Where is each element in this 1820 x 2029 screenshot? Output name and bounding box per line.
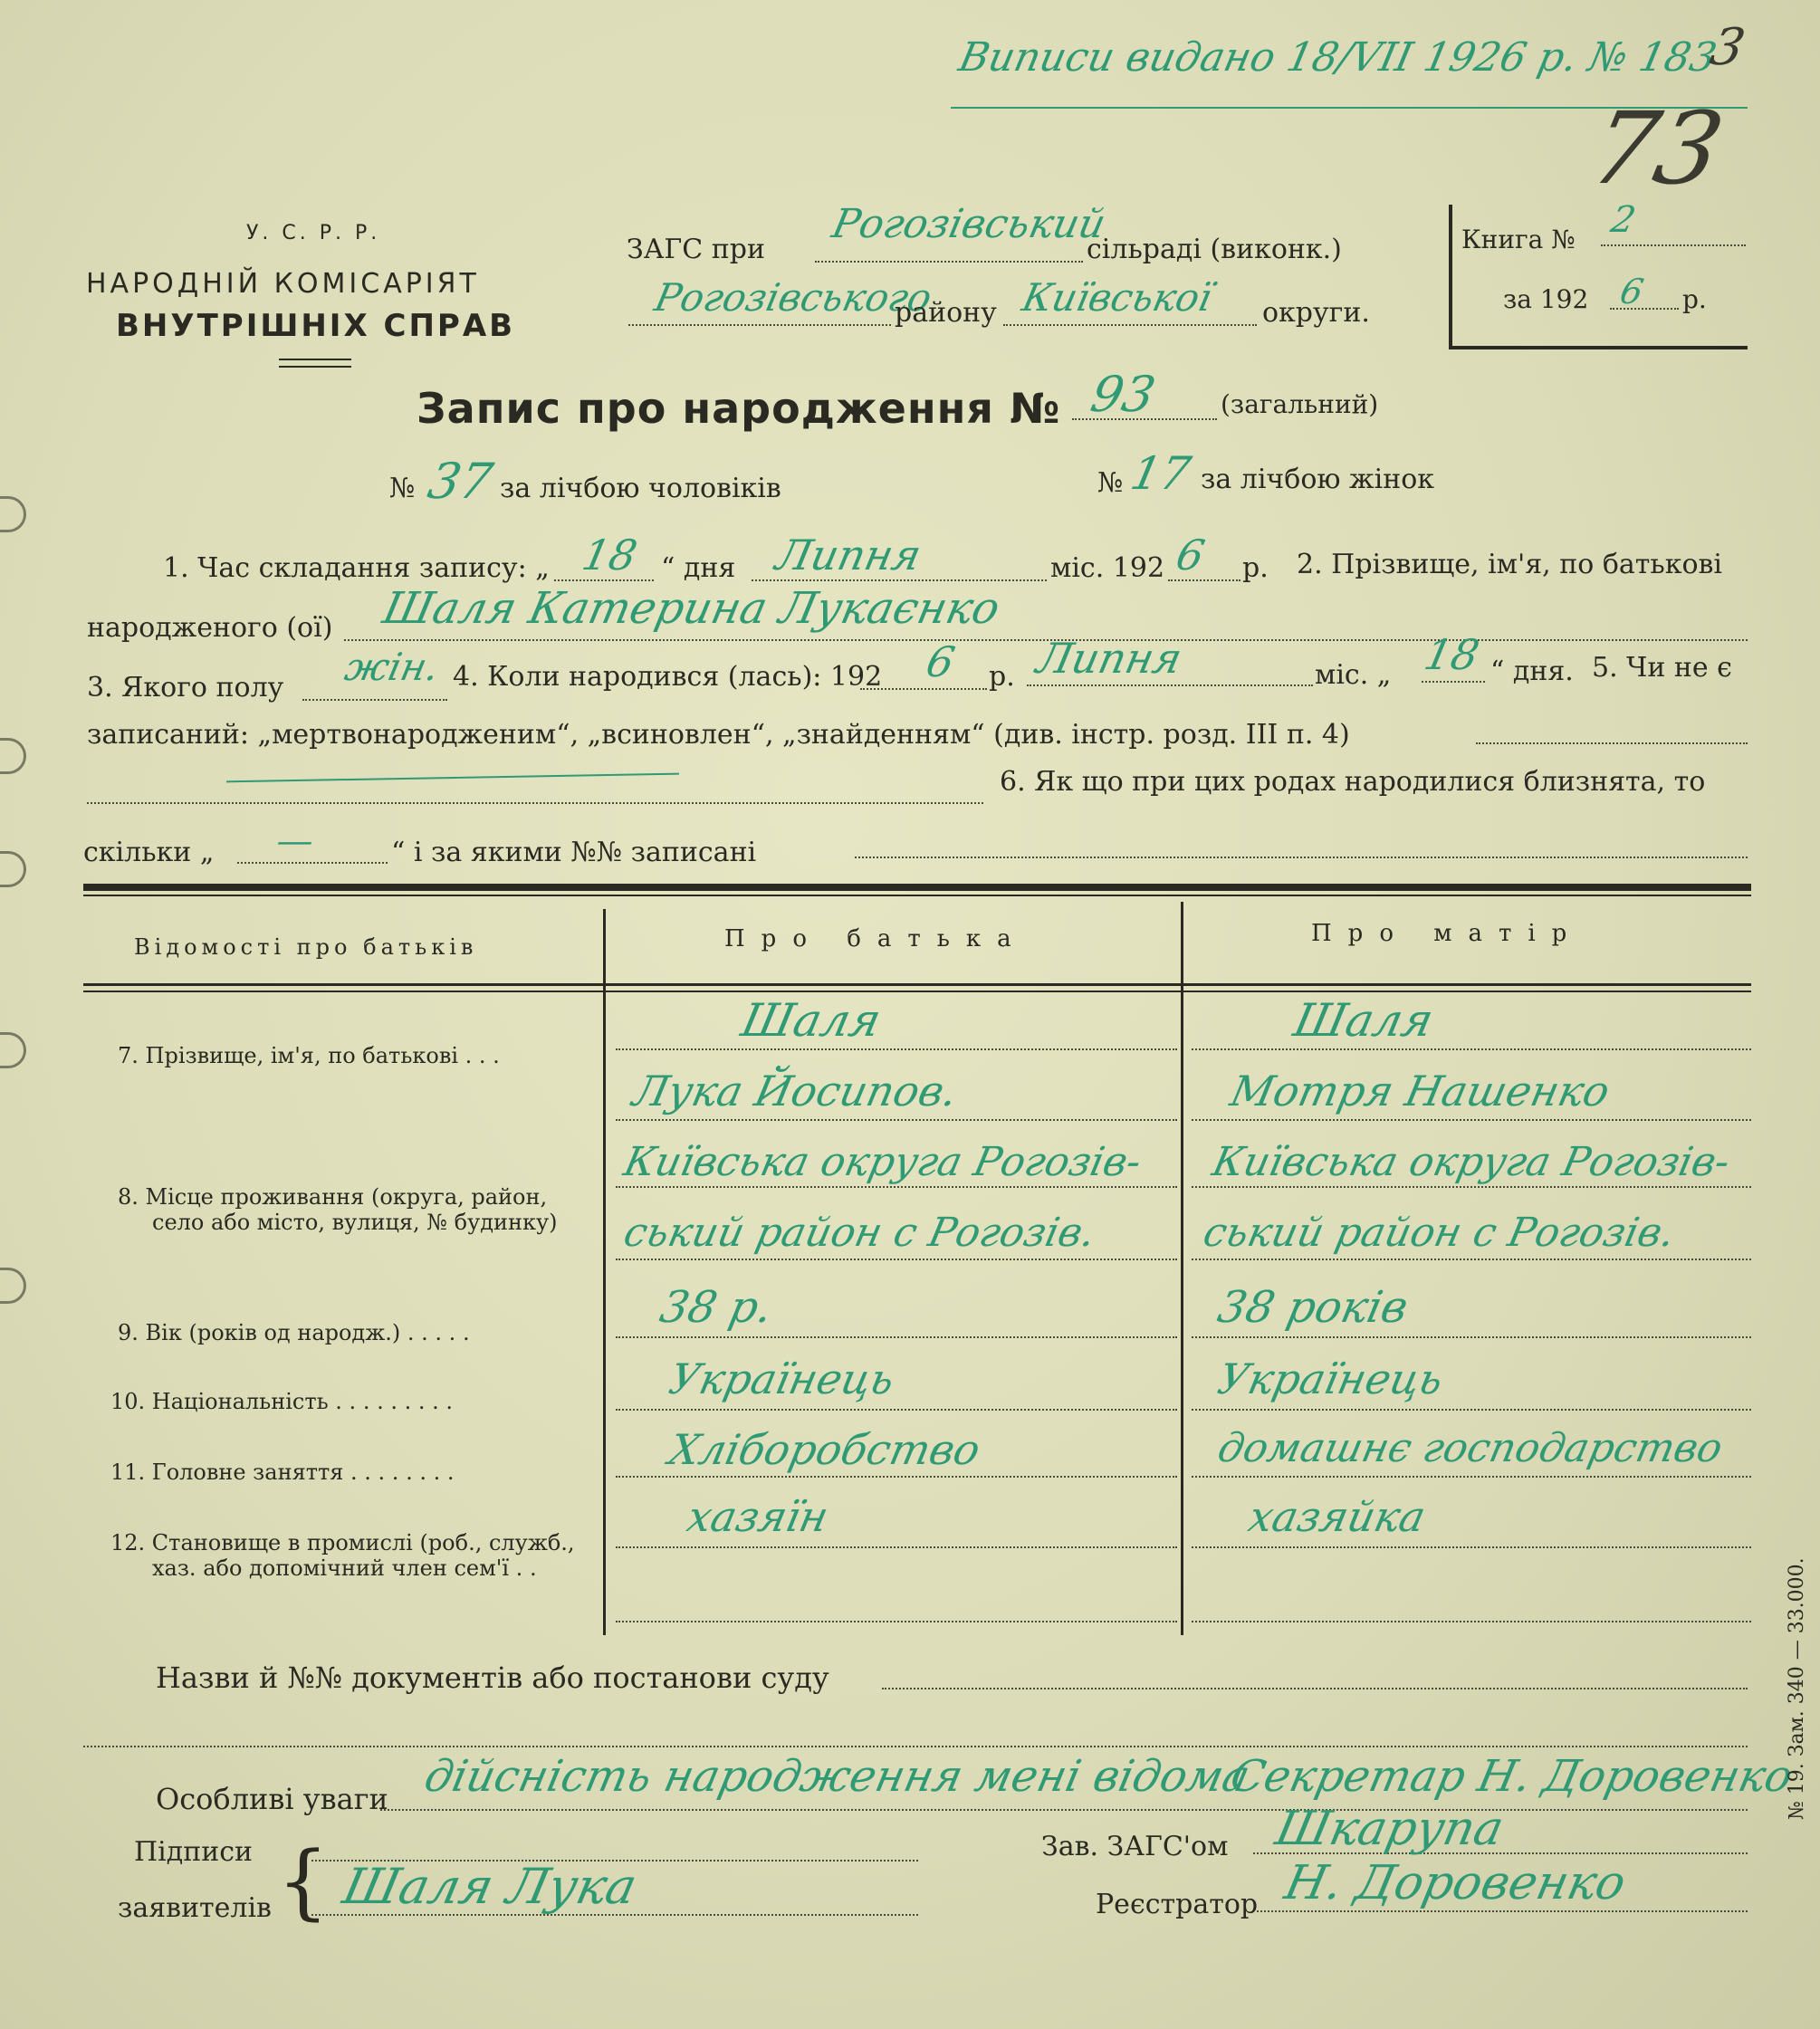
applicant-signature: Шаля Лука xyxy=(338,1858,642,1915)
district-line xyxy=(628,324,891,326)
field-6-count: — xyxy=(273,820,318,862)
mother-name: Мотря Нашенко xyxy=(1226,1067,1614,1115)
book-label: Книга № xyxy=(1461,225,1576,254)
documents-line-2 xyxy=(83,1746,1748,1747)
row-8-label-a: 8. Місце проживання (округа, район, xyxy=(118,1184,548,1210)
field-1-year-suffix: р. xyxy=(1242,552,1269,584)
row-line xyxy=(616,1259,1177,1260)
field-3-line xyxy=(302,699,447,701)
republic-label: У. С. Р. Р. xyxy=(246,222,381,244)
header-rule xyxy=(279,366,351,368)
row-11-label: 11. Головне заняття . . . . . . . . xyxy=(110,1460,455,1485)
notes-line xyxy=(380,1809,1748,1811)
table-top-rule-2 xyxy=(83,895,1751,896)
field-2-label-2: народженого (ої) xyxy=(87,612,333,644)
field-6-line xyxy=(855,857,1748,858)
men-count: 37 xyxy=(423,453,498,510)
father-age: 38 р. xyxy=(656,1282,778,1333)
commissariat-line2: ВНУТРІШНІХ СПРАВ xyxy=(116,308,516,344)
father-surname: Шаля xyxy=(736,994,886,1047)
table-header-rule-2 xyxy=(83,991,1751,992)
field-1-month: Липня xyxy=(771,531,926,579)
women-count: 17 xyxy=(1126,447,1195,500)
mother-status: хазяйка xyxy=(1244,1492,1431,1541)
top-number: 3 xyxy=(1705,18,1750,77)
field-6-label: 6. Як що при цих родах народилися близнята, то xyxy=(1000,766,1706,798)
book-year-suffix: р. xyxy=(1682,284,1707,314)
women-label: за лічбою жінок xyxy=(1201,464,1435,495)
book-number: 2 xyxy=(1607,199,1640,241)
row-line xyxy=(616,1621,1177,1622)
row-line xyxy=(616,1048,1177,1050)
row-line xyxy=(616,1546,1177,1548)
field-4-label: 4. Коли народився (лась): 192 xyxy=(453,661,883,693)
field-1-year: 6 xyxy=(1172,531,1210,579)
binder-hole xyxy=(0,738,26,774)
zags-village: Рогозівський xyxy=(828,201,1110,247)
signatures-brace: { xyxy=(277,1834,330,1929)
book-number-line xyxy=(1601,244,1746,246)
row-line xyxy=(616,1336,1177,1338)
field-1-month-line xyxy=(752,579,1047,581)
row-line xyxy=(1192,1409,1751,1411)
row-8-label-b: село або місто, вулиця, № будинку) xyxy=(152,1210,558,1235)
row-line xyxy=(1192,1259,1751,1260)
binder-hole xyxy=(0,1032,26,1068)
district-suffix: району xyxy=(895,297,997,329)
mother-nationality: Українець xyxy=(1213,1354,1448,1403)
form-code: № 19. Зам. 340 — 33.000. xyxy=(1786,1557,1808,1820)
documents-line xyxy=(882,1688,1748,1689)
registrar-signature: Н. Доровенко xyxy=(1279,1856,1631,1910)
row-line xyxy=(616,1186,1177,1188)
field-3-sex: жін. xyxy=(340,645,444,689)
zags-prefix: ЗАГС при xyxy=(627,234,765,265)
mother-address-2: ський район с Рогозів. xyxy=(1199,1210,1680,1256)
field-1-day-line xyxy=(554,579,654,581)
father-name: Лука Йосипов. xyxy=(628,1067,963,1115)
title-number: 93 xyxy=(1086,366,1161,423)
field-4-year-line xyxy=(860,688,987,690)
field-4-day-suffix: “ дня. xyxy=(1490,656,1574,687)
mother-age: 38 років xyxy=(1213,1282,1413,1333)
field-6-label-2b: “ і за якими №№ записані xyxy=(391,837,757,868)
women-prefix: № xyxy=(1097,467,1124,499)
field-6-count-line xyxy=(237,862,388,864)
row-7-label: 7. Прізвище, ім'я, по батькові . . . xyxy=(118,1043,500,1068)
book-box-left xyxy=(1449,205,1452,349)
notes-label: Особливі уваги xyxy=(156,1782,388,1816)
father-address-2: ський район с Рогозів. xyxy=(619,1210,1100,1256)
row-line xyxy=(616,1119,1177,1121)
father-address-1: Київська округа Рогозів- xyxy=(619,1139,1145,1185)
registrar-line xyxy=(1257,1910,1748,1912)
men-label: за лічбою чоловіків xyxy=(500,473,781,504)
field-4-month-suffix: міс. „ xyxy=(1315,659,1392,691)
book-year-label: за 192 xyxy=(1503,284,1589,314)
zags-suffix: сільраді (виконк.) xyxy=(1087,234,1342,265)
secretary-signature: Секретар Н. Доровенко xyxy=(1226,1751,1797,1802)
field-4-month-line xyxy=(1027,684,1313,686)
field-5-label: 5. Чи не є xyxy=(1592,652,1732,684)
field-5-label-2: записаний: „мертвонародженим“, „всиновлен“, „знайденням“ (див. інстр. розд. III п. 4) xyxy=(87,719,1350,751)
binder-hole xyxy=(0,851,26,887)
men-prefix: № xyxy=(389,473,416,504)
field-4-year: 6 xyxy=(922,637,960,686)
top-note: Виписи видано 18/VII 1926 р. № 183 xyxy=(954,34,1721,81)
head-signature: Шкарупа xyxy=(1270,1802,1509,1856)
signatures-label-1: Підписи xyxy=(134,1836,254,1868)
field-4-month: Липня xyxy=(1032,634,1187,683)
field-5-line-2 xyxy=(87,802,983,804)
field-1-month-suffix: міс. 192 xyxy=(1050,552,1165,584)
okruha-suffix: округи. xyxy=(1262,297,1370,329)
field-4-year-suffix: р. xyxy=(989,661,1015,693)
row-line xyxy=(1192,1336,1751,1338)
table-top-rule xyxy=(83,884,1751,891)
field-1-day-close: “ дня xyxy=(661,552,736,584)
row-9-label: 9. Вік (років од народж.) . . . . . xyxy=(118,1320,470,1345)
head-label: Зав. ЗАГС'ом xyxy=(1041,1831,1229,1862)
mother-address-1: Київська округа Рогозів- xyxy=(1208,1139,1734,1185)
field-1-day: 18 xyxy=(578,531,642,579)
field-4-day-line xyxy=(1422,681,1485,683)
row-12-label-b: хаз. або допомічний член сем'ї . . xyxy=(152,1555,537,1581)
col-header-father: Про батька xyxy=(724,925,1028,952)
title-suffix: (загальний) xyxy=(1221,389,1379,419)
row-line xyxy=(1192,1119,1751,1121)
book-year: 6 xyxy=(1616,272,1647,311)
okruha-value: Київської xyxy=(1018,275,1216,320)
field-6-label-2a: скільки „ xyxy=(83,837,215,868)
row-line xyxy=(616,1409,1177,1411)
field-5-line xyxy=(1476,742,1748,744)
table-header-rule xyxy=(83,983,1751,986)
zags-village-line xyxy=(815,261,1083,263)
row-line xyxy=(616,1476,1177,1478)
header-rule xyxy=(279,359,351,360)
table-divider-1 xyxy=(603,909,606,1635)
row-12-label-a: 12. Становище в промислі (роб., служб., xyxy=(110,1530,575,1555)
binder-hole xyxy=(0,496,26,532)
field-2-label: 2. Прізвище, ім'я, по батькові xyxy=(1297,549,1723,580)
mother-surname: Шаля xyxy=(1288,994,1438,1047)
field-1-label: 1. Час складання запису: „ xyxy=(163,552,550,584)
district-value: Рогозівського xyxy=(650,275,936,320)
col-header-mother: Про матір xyxy=(1311,920,1584,947)
col-header-info: Відомості про батьків xyxy=(134,934,478,960)
table-divider-2 xyxy=(1181,902,1183,1635)
row-line xyxy=(1192,1621,1751,1622)
field-1-year-line xyxy=(1168,579,1240,581)
row-10-label: 10. Національність . . . . . . . . . xyxy=(110,1389,453,1414)
book-box-bottom xyxy=(1449,346,1748,349)
row-line xyxy=(1192,1048,1751,1050)
father-occupation: Хліборобство xyxy=(665,1425,985,1474)
page-title: Запис про народження № xyxy=(417,384,1061,433)
okruha-line xyxy=(1003,324,1257,326)
documents-label: Назви й №№ документів або постанови суду xyxy=(156,1661,829,1695)
field-2-name: Шаля Катерина Лукаєнко xyxy=(378,583,1005,634)
commissariat-line1: НАРОДНІЙ КОМІСАРІЯТ xyxy=(86,268,480,300)
top-number-2: 73 xyxy=(1581,91,1733,206)
binder-hole xyxy=(0,1268,26,1304)
field-5-dash xyxy=(226,773,679,783)
row-line xyxy=(1192,1476,1751,1478)
signatures-label-2: заявителів xyxy=(118,1892,272,1924)
field-4-day: 18 xyxy=(1420,630,1484,679)
mother-occupation: домашнє господарство xyxy=(1213,1425,1727,1471)
father-nationality: Українець xyxy=(665,1354,899,1403)
row-line xyxy=(1192,1186,1751,1188)
father-status: хазяїн xyxy=(683,1492,833,1541)
notes-value: дійсність народження мені відома xyxy=(420,1751,1255,1802)
row-line xyxy=(1192,1546,1751,1548)
registrar-label: Реєстратор xyxy=(1096,1889,1259,1920)
field-3-label: 3. Якого полу xyxy=(87,672,284,703)
